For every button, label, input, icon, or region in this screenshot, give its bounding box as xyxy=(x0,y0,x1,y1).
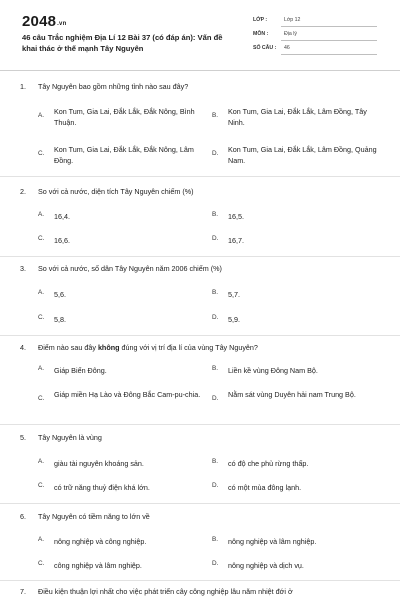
option-text: 5,7. xyxy=(228,290,240,299)
subject-label: MÔN : xyxy=(253,31,269,37)
subject-underline xyxy=(281,40,377,41)
option-text: công nghiệp và lâm nghiệp. xyxy=(54,561,142,570)
logo-suffix: .vn xyxy=(57,21,67,27)
question-5-stem xyxy=(20,433,382,445)
question-divider xyxy=(0,256,400,257)
option-d[interactable] xyxy=(212,144,377,172)
option-label: A. xyxy=(38,289,45,296)
option-label: B. xyxy=(212,211,219,218)
question-text: Tây Nguyên là vùng xyxy=(38,433,102,442)
document-title: 46 câu Trắc nghiệm Địa Lí 12 Bài 37 (có đáp án): Vấn đề khai thác ở thế mạnh Tây Nguyên xyxy=(22,33,223,53)
option-text: 16,7. xyxy=(228,236,244,245)
option-a[interactable] xyxy=(38,106,198,134)
option-label: C. xyxy=(38,395,45,402)
question-divider xyxy=(0,176,400,177)
question-text xyxy=(38,343,382,352)
option-label: C. xyxy=(38,560,45,567)
question-6-stem xyxy=(20,512,382,524)
question-3-stem xyxy=(20,264,382,276)
question-divider xyxy=(0,580,400,581)
option-d[interactable] xyxy=(212,314,372,342)
site-logo[interactable] xyxy=(22,13,66,30)
option-label: D. xyxy=(212,235,219,242)
option-label: D. xyxy=(212,150,219,157)
subject-value: Địa lý xyxy=(284,31,297,37)
option-text: Giáp Biển Đông. xyxy=(54,366,107,375)
option-c[interactable] xyxy=(38,235,198,263)
option-text: Kon Tum, Gia Lai, Đắk Lắk, Đắk Nông, Lâm Đồng. xyxy=(54,145,194,165)
option-text: nông nghiệp và dịch vụ. xyxy=(228,561,304,570)
logo-text: 2048 xyxy=(22,13,57,30)
option-c[interactable] xyxy=(38,144,198,172)
question-number: 2. xyxy=(20,187,26,196)
option-label: A. xyxy=(38,112,45,119)
question-7-stem xyxy=(20,587,382,599)
option-text: 16,4. xyxy=(54,212,70,221)
option-d[interactable] xyxy=(212,560,372,588)
option-d[interactable] xyxy=(212,235,372,263)
header-separator xyxy=(0,70,400,71)
option-label: B. xyxy=(212,458,219,465)
option-label: D. xyxy=(212,482,219,489)
option-text: Kon Tum, Gia Lai, Đắk Lắk, Lâm Đồng, Tây Ninh. xyxy=(228,107,367,127)
question-number: 3. xyxy=(20,264,26,273)
option-text: giàu tài nguyên khoáng sản. xyxy=(54,459,144,468)
option-text: 5,6. xyxy=(54,290,66,299)
option-text: 5,8. xyxy=(54,315,66,324)
question-divider xyxy=(0,503,400,504)
option-label: C. xyxy=(38,235,45,242)
question-1-stem xyxy=(20,82,382,94)
option-text: Nằm sát vùng Duyên hải nam Trung Bộ. xyxy=(228,390,356,399)
question-number: 4. xyxy=(20,343,26,352)
option-text: 5,9. xyxy=(228,315,240,324)
question-number: 6. xyxy=(20,512,26,521)
question-text-emphasis: không xyxy=(97,343,120,352)
option-label: C. xyxy=(38,150,45,157)
question-text: So với cả nước, diện tích Tây Nguyên chiếm (%) xyxy=(38,187,194,196)
option-d[interactable] xyxy=(212,482,372,510)
option-text: nông nghiệp và công nghiệp. xyxy=(54,537,147,546)
question-4-stem xyxy=(20,343,382,355)
option-label: C. xyxy=(38,482,45,489)
question-text: Tây Nguyên có tiềm năng to lớn về xyxy=(38,512,150,521)
option-text: có một mùa đông lạnh. xyxy=(228,483,302,492)
option-label: D. xyxy=(212,395,219,402)
class-field xyxy=(253,14,377,27)
option-text: Kon Tum, Gia Lai, Đắk Lắk, Lâm Đồng, Quảng Nam. xyxy=(228,145,377,165)
count-label: SỐ CÂU : xyxy=(253,45,277,51)
question-divider xyxy=(0,335,400,336)
option-label: A. xyxy=(38,365,45,372)
count-underline xyxy=(281,54,377,55)
count-value: 46 xyxy=(284,45,290,51)
option-text: 16,5. xyxy=(228,212,244,221)
option-text: có trữ năng thuỷ điện khá lớn. xyxy=(54,483,150,492)
option-d[interactable] xyxy=(212,389,372,417)
option-text: có độ che phủ rừng thấp. xyxy=(228,459,309,468)
option-label: B. xyxy=(212,112,219,119)
option-label: C. xyxy=(38,314,45,321)
option-text: Giáp miền Hạ Lào và Đông Bắc Cam-pu-chia. xyxy=(54,390,201,399)
question-divider xyxy=(0,424,400,425)
question-text: Điều kiện thuận lợi nhất cho việc phát triển cây công nghiệp lâu năm nhiệt đới ở xyxy=(38,587,293,596)
question-text: So với cả nước, số dân Tây Nguyên năm 2006 chiếm (%) xyxy=(38,264,222,273)
count-field xyxy=(253,42,377,55)
option-label: B. xyxy=(212,289,219,296)
question-text: Tây Nguyên bao gồm những tỉnh nào sau đây? xyxy=(38,82,189,91)
question-text-part: đúng với vị trí địa lí của vùng Tây Nguyên? xyxy=(119,343,258,352)
option-c[interactable] xyxy=(38,314,198,342)
option-label: B. xyxy=(212,365,219,372)
class-underline xyxy=(281,26,377,27)
option-label: A. xyxy=(38,211,45,218)
option-text: nông nghiệp và lâm nghiệp. xyxy=(228,537,317,546)
question-number: 1. xyxy=(20,82,26,91)
option-a[interactable] xyxy=(38,289,198,317)
option-label: D. xyxy=(212,314,219,321)
option-c[interactable] xyxy=(38,482,198,510)
option-b[interactable] xyxy=(212,106,372,134)
option-label: A. xyxy=(38,458,45,465)
option-c[interactable] xyxy=(38,389,201,417)
class-value: Lớp 12 xyxy=(284,17,301,23)
option-text: 16,6. xyxy=(54,236,70,245)
question-number: 7. xyxy=(20,587,26,596)
option-b[interactable] xyxy=(212,289,372,317)
option-label: A. xyxy=(38,536,45,543)
option-c[interactable] xyxy=(38,560,198,588)
question-number: 5. xyxy=(20,433,26,442)
subject-field xyxy=(253,28,377,41)
option-label: B. xyxy=(212,536,219,543)
option-text: Liền kề vùng Đông Nam Bộ. xyxy=(228,366,318,375)
option-text: Kon Tum, Gia Lai, Đắk Lắk, Đắk Nông, Bình Thuận. xyxy=(54,107,195,127)
question-text-part: Điểm nào sau đây xyxy=(38,343,98,352)
class-label: LỚP : xyxy=(253,17,268,23)
page-header xyxy=(0,0,400,70)
question-2-stem xyxy=(20,187,382,199)
option-label: D. xyxy=(212,560,219,567)
